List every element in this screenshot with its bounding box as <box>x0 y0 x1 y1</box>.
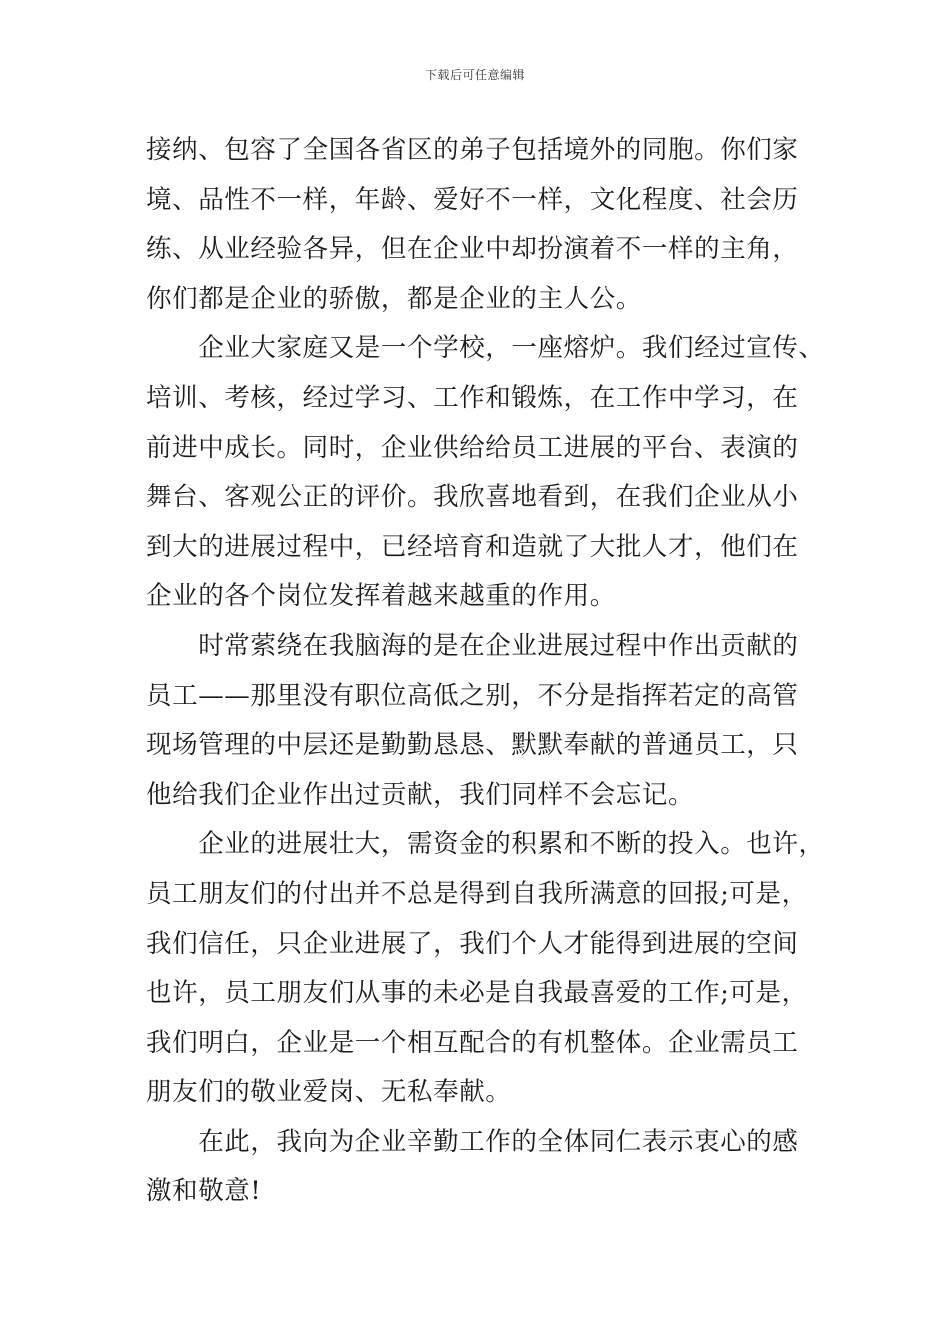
text-line: 我们信任，只企业进展了，我们个人才能得到进展的空间 <box>146 928 799 959</box>
text-line: 朋友们的敬业爱岗、无私奉献。 <box>146 1077 512 1108</box>
text-line: 在此，我向为企业辛勤工作的全体同仁表示衷心的感 <box>146 1126 799 1157</box>
text-line: 企业大家庭又是一个学校，一座熔炉。我们经过宣传、 <box>146 333 825 364</box>
text-line: 练、从业经验各异，但在企业中却扮演着不一样的主角， <box>146 234 799 265</box>
text-line: 境、品性不一样，年龄、爱好不一样，文化程度、社会历 <box>146 184 799 215</box>
text-line: 你们都是企业的骄傲，都是企业的主人公。 <box>146 283 642 314</box>
text-line: 激和敬意! <box>146 1176 262 1207</box>
text-line: 舞台、客观公正的评价。我欣喜地看到，在我们企业从小 <box>146 482 799 513</box>
text-line: 我们明白，企业是一个相互配合的有机整体。企业需员工 <box>146 1027 799 1058</box>
text-line: 培训、考核，经过学习、工作和锻炼，在工作中学习，在 <box>146 382 799 413</box>
text-line: 员工——那里没有职位高低之别，不分是指挥若定的高管 <box>146 680 799 711</box>
text-line: 他给我们企业作出过贡献，我们同样不会忘记。 <box>146 779 695 810</box>
text-line: 前进中成长。同时，企业供给给员工进展的平台、表演的 <box>146 432 799 463</box>
text-line: 员工朋友们的付出并不总是得到自我所满意的回报;可是， <box>146 878 808 909</box>
text-line: 企业的各个岗位发挥着越来越重的作用。 <box>146 581 616 612</box>
text-line: 时常萦绕在我脑海的是在企业进展过程中作出贡献的 <box>146 630 799 661</box>
document-body <box>146 126 826 1217</box>
text-line: 也许，员工朋友们从事的未必是自我最喜爱的工作;可是， <box>146 978 808 1009</box>
text-line: 企业的进展壮大，需资金的积累和不断的投入。也许， <box>146 829 825 860</box>
page-header: 下载后可任意编辑 <box>424 68 525 82</box>
text-line: 现场管理的中层还是勤勤恳恳、默默奉献的普通员工，只 <box>146 730 799 761</box>
text-line: 接纳、包容了全国各省区的弟子包括境外的同胞。你们家 <box>146 135 799 165</box>
text-line: 到大的进展过程中，已经培育和造就了大批人才，他们在 <box>146 531 799 562</box>
